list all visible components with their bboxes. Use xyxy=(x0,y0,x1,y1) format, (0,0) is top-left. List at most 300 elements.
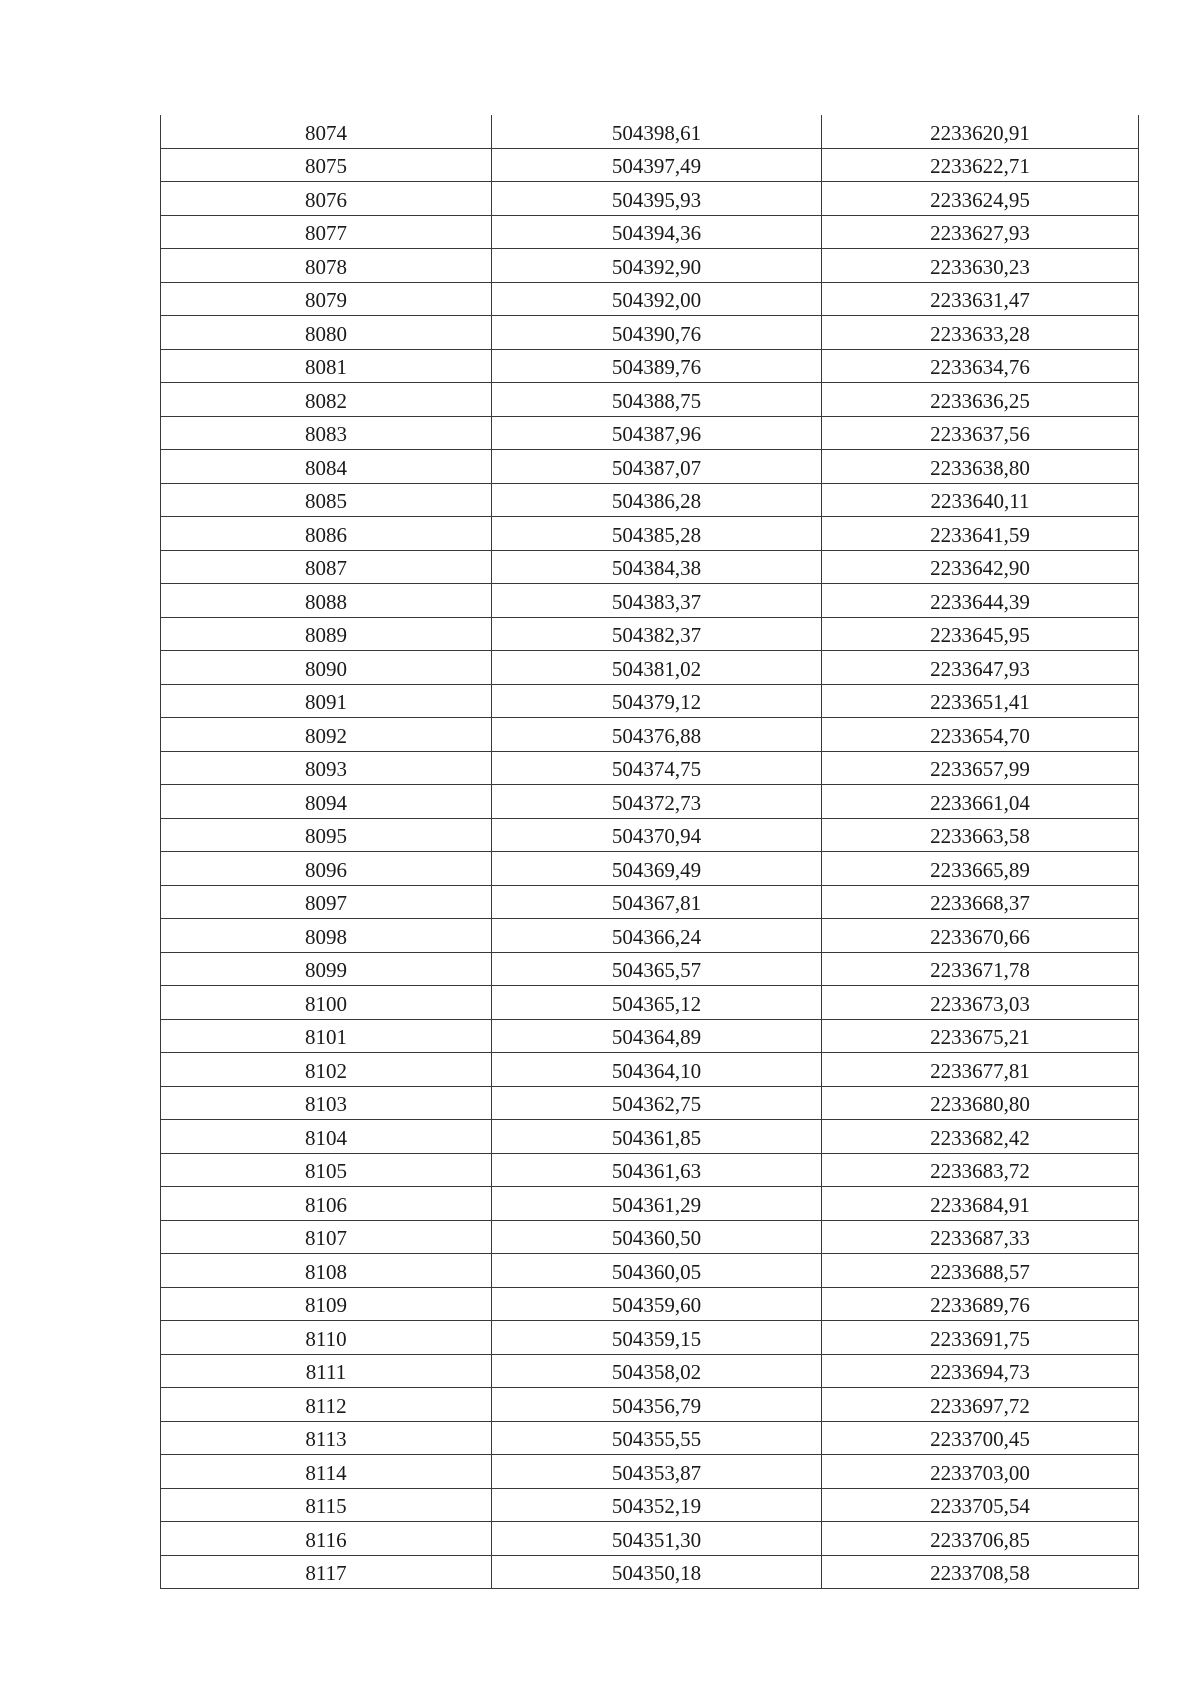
table-row xyxy=(161,684,1139,718)
table-row xyxy=(161,751,1139,785)
y-coordinate-cell xyxy=(822,1354,1139,1388)
x-coordinate-text: 504390,76 xyxy=(611,321,702,346)
x-coordinate-text: 504395,93 xyxy=(611,187,702,212)
table-row xyxy=(161,383,1139,417)
table-row xyxy=(161,718,1139,752)
y-coordinate-cell xyxy=(822,1053,1139,1087)
y-coordinate-cell xyxy=(822,1220,1139,1254)
point-number-text: 8078 xyxy=(305,254,347,279)
table-row xyxy=(161,1187,1139,1221)
x-coordinate-text: 504392,00 xyxy=(611,288,702,313)
table-row xyxy=(161,651,1139,685)
point-number-cell xyxy=(161,584,492,618)
table-row xyxy=(161,952,1139,986)
point-number-cell xyxy=(161,718,492,752)
x-coordinate-cell xyxy=(492,617,822,651)
y-coordinate-text: 2233675,21 xyxy=(930,1025,1030,1050)
point-number-text: 8094 xyxy=(305,790,347,815)
x-coordinate-text: 504388,75 xyxy=(611,388,702,413)
table-row xyxy=(161,785,1139,819)
x-coordinate-cell xyxy=(492,1522,822,1556)
x-coordinate-text: 504387,96 xyxy=(611,422,702,447)
point-number-cell xyxy=(161,1254,492,1288)
y-coordinate-cell xyxy=(822,1153,1139,1187)
point-number-text: 8112 xyxy=(305,1393,347,1418)
y-coordinate-cell xyxy=(822,684,1139,718)
point-number-cell xyxy=(161,550,492,584)
y-coordinate-text: 2233641,59 xyxy=(930,522,1030,547)
y-coordinate-text: 2233703,00 xyxy=(930,1460,1030,1485)
y-coordinate-cell xyxy=(822,718,1139,752)
y-coordinate-cell xyxy=(822,885,1139,919)
point-number-text: 8111 xyxy=(305,1360,347,1385)
y-coordinate-text: 2233645,95 xyxy=(930,623,1030,648)
point-number-text: 8100 xyxy=(305,991,347,1016)
y-coordinate-cell xyxy=(822,517,1139,551)
x-coordinate-text: 504369,49 xyxy=(611,857,702,882)
x-coordinate-cell xyxy=(492,182,822,216)
point-number-text: 8102 xyxy=(305,1058,347,1083)
x-coordinate-text: 504385,28 xyxy=(611,522,702,547)
x-coordinate-text: 504364,10 xyxy=(611,1058,702,1083)
x-coordinate-cell xyxy=(492,1287,822,1321)
point-number-cell xyxy=(161,818,492,852)
x-coordinate-text: 504359,15 xyxy=(611,1326,702,1351)
point-number-text: 8099 xyxy=(305,958,347,983)
x-coordinate-text: 504353,87 xyxy=(611,1460,702,1485)
y-coordinate-text: 2233627,93 xyxy=(930,221,1030,246)
table-row xyxy=(161,986,1139,1020)
table-row xyxy=(161,316,1139,350)
y-coordinate-cell xyxy=(822,182,1139,216)
y-coordinate-cell xyxy=(822,1321,1139,1355)
x-coordinate-cell xyxy=(492,1053,822,1087)
table-row xyxy=(161,885,1139,919)
point-number-cell xyxy=(161,1488,492,1522)
x-coordinate-cell xyxy=(492,483,822,517)
y-coordinate-cell xyxy=(822,1421,1139,1455)
point-number-cell xyxy=(161,785,492,819)
x-coordinate-text: 504389,76 xyxy=(611,355,702,380)
x-coordinate-text: 504394,36 xyxy=(611,221,702,246)
point-number-text: 8075 xyxy=(305,154,347,179)
x-coordinate-cell xyxy=(492,148,822,182)
point-number-cell xyxy=(161,1555,492,1589)
x-coordinate-cell xyxy=(492,450,822,484)
y-coordinate-cell xyxy=(822,215,1139,249)
x-coordinate-text: 504365,12 xyxy=(611,991,702,1016)
y-coordinate-text: 2233631,47 xyxy=(930,288,1030,313)
x-coordinate-cell xyxy=(492,952,822,986)
y-coordinate-text: 2233671,78 xyxy=(930,958,1030,983)
point-number-text: 8113 xyxy=(305,1427,347,1452)
y-coordinate-cell xyxy=(822,1187,1139,1221)
x-coordinate-text: 504361,85 xyxy=(611,1125,702,1150)
y-coordinate-text: 2233683,72 xyxy=(930,1159,1030,1184)
x-coordinate-cell xyxy=(492,383,822,417)
y-coordinate-cell xyxy=(822,349,1139,383)
point-number-cell xyxy=(161,115,492,148)
table-row xyxy=(161,919,1139,953)
x-coordinate-cell xyxy=(492,517,822,551)
y-coordinate-text: 2233688,57 xyxy=(930,1259,1030,1284)
x-coordinate-text: 504370,94 xyxy=(611,824,702,849)
x-coordinate-text: 504356,79 xyxy=(611,1393,702,1418)
table-row xyxy=(161,450,1139,484)
y-coordinate-text: 2233705,54 xyxy=(930,1494,1030,1519)
y-coordinate-text: 2233691,75 xyxy=(930,1326,1030,1351)
x-coordinate-cell xyxy=(492,282,822,316)
table-row xyxy=(161,1120,1139,1154)
point-number-text: 8115 xyxy=(305,1494,347,1519)
y-coordinate-cell xyxy=(822,785,1139,819)
point-number-text: 8097 xyxy=(305,891,347,916)
table-row xyxy=(161,1220,1139,1254)
y-coordinate-text: 2233689,76 xyxy=(930,1293,1030,1318)
y-coordinate-text: 2233661,04 xyxy=(930,790,1030,815)
point-number-cell xyxy=(161,919,492,953)
y-coordinate-text: 2233673,03 xyxy=(930,991,1030,1016)
point-number-cell xyxy=(161,986,492,1020)
point-number-cell xyxy=(161,215,492,249)
x-coordinate-cell xyxy=(492,1455,822,1489)
x-coordinate-cell xyxy=(492,584,822,618)
y-coordinate-text: 2233633,28 xyxy=(930,321,1030,346)
x-coordinate-cell xyxy=(492,1388,822,1422)
table-row xyxy=(161,1455,1139,1489)
x-coordinate-cell xyxy=(492,818,822,852)
x-coordinate-cell xyxy=(492,986,822,1020)
table-row xyxy=(161,148,1139,182)
point-number-text: 8091 xyxy=(305,690,347,715)
y-coordinate-cell xyxy=(822,1086,1139,1120)
point-number-text: 8095 xyxy=(305,824,347,849)
table-row xyxy=(161,1321,1139,1355)
point-number-cell xyxy=(161,1086,492,1120)
y-coordinate-cell xyxy=(822,249,1139,283)
point-number-cell xyxy=(161,684,492,718)
x-coordinate-cell xyxy=(492,651,822,685)
x-coordinate-cell xyxy=(492,1120,822,1154)
x-coordinate-cell xyxy=(492,1220,822,1254)
y-coordinate-cell xyxy=(822,751,1139,785)
y-coordinate-text: 2233640,11 xyxy=(930,489,1030,514)
y-coordinate-cell xyxy=(822,1120,1139,1154)
point-number-text: 8077 xyxy=(305,221,347,246)
y-coordinate-cell xyxy=(822,550,1139,584)
x-coordinate-text: 504360,05 xyxy=(611,1259,702,1284)
x-coordinate-cell xyxy=(492,1187,822,1221)
table-row xyxy=(161,852,1139,886)
y-coordinate-cell xyxy=(822,483,1139,517)
x-coordinate-cell xyxy=(492,215,822,249)
table-row xyxy=(161,115,1139,148)
point-number-text: 8088 xyxy=(305,589,347,614)
table-row xyxy=(161,1287,1139,1321)
y-coordinate-cell xyxy=(822,584,1139,618)
y-coordinate-text: 2233684,91 xyxy=(930,1192,1030,1217)
x-coordinate-text: 504365,57 xyxy=(611,958,702,983)
x-coordinate-text: 504372,73 xyxy=(611,790,702,815)
table-row xyxy=(161,1254,1139,1288)
table-row xyxy=(161,1019,1139,1053)
x-coordinate-cell xyxy=(492,1421,822,1455)
point-number-cell xyxy=(161,517,492,551)
x-coordinate-cell xyxy=(492,718,822,752)
point-number-cell xyxy=(161,1220,492,1254)
y-coordinate-cell xyxy=(822,986,1139,1020)
y-coordinate-cell xyxy=(822,1455,1139,1489)
x-coordinate-cell xyxy=(492,1354,822,1388)
x-coordinate-text: 504398,61 xyxy=(611,120,702,145)
x-coordinate-cell xyxy=(492,1086,822,1120)
x-coordinate-text: 504364,89 xyxy=(611,1025,702,1050)
point-number-text: 8074 xyxy=(305,120,347,145)
y-coordinate-text: 2233677,81 xyxy=(930,1058,1030,1083)
x-coordinate-cell xyxy=(492,349,822,383)
y-coordinate-text: 2233682,42 xyxy=(930,1125,1030,1150)
table-row xyxy=(161,1488,1139,1522)
x-coordinate-cell xyxy=(492,1153,822,1187)
point-number-cell xyxy=(161,1388,492,1422)
y-coordinate-cell xyxy=(822,148,1139,182)
x-coordinate-text: 504397,49 xyxy=(611,154,702,179)
y-coordinate-text: 2233642,90 xyxy=(930,556,1030,581)
point-number-cell xyxy=(161,182,492,216)
point-number-cell xyxy=(161,383,492,417)
point-number-text: 8087 xyxy=(305,556,347,581)
y-coordinate-cell xyxy=(822,383,1139,417)
point-number-cell xyxy=(161,249,492,283)
point-number-cell xyxy=(161,1522,492,1556)
y-coordinate-cell xyxy=(822,1488,1139,1522)
y-coordinate-text: 2233634,76 xyxy=(930,355,1030,380)
point-number-text: 8104 xyxy=(305,1125,347,1150)
y-coordinate-cell xyxy=(822,316,1139,350)
x-coordinate-cell xyxy=(492,1555,822,1589)
x-coordinate-text: 504382,37 xyxy=(611,623,702,648)
x-coordinate-text: 504359,60 xyxy=(611,1293,702,1318)
point-number-cell xyxy=(161,450,492,484)
table-row xyxy=(161,517,1139,551)
y-coordinate-cell xyxy=(822,1254,1139,1288)
y-coordinate-cell xyxy=(822,450,1139,484)
x-coordinate-cell xyxy=(492,1254,822,1288)
y-coordinate-text: 2233706,85 xyxy=(930,1527,1030,1552)
x-coordinate-text: 504384,38 xyxy=(611,556,702,581)
y-coordinate-cell xyxy=(822,919,1139,953)
table-row xyxy=(161,617,1139,651)
point-number-text: 8106 xyxy=(305,1192,347,1217)
point-number-text: 8089 xyxy=(305,623,347,648)
table-row xyxy=(161,1388,1139,1422)
y-coordinate-text: 2233638,80 xyxy=(930,455,1030,480)
point-number-text: 8107 xyxy=(305,1226,347,1251)
x-coordinate-cell xyxy=(492,684,822,718)
y-coordinate-cell xyxy=(822,1522,1139,1556)
y-coordinate-cell xyxy=(822,952,1139,986)
y-coordinate-text: 2233657,99 xyxy=(930,757,1030,782)
point-number-cell xyxy=(161,1120,492,1154)
table-row xyxy=(161,215,1139,249)
point-number-cell xyxy=(161,852,492,886)
y-coordinate-cell xyxy=(822,1388,1139,1422)
y-coordinate-cell xyxy=(822,1555,1139,1589)
point-number-text: 8096 xyxy=(305,857,347,882)
y-coordinate-text: 2233680,80 xyxy=(930,1092,1030,1117)
point-number-text: 8079 xyxy=(305,288,347,313)
x-coordinate-text: 504383,37 xyxy=(611,589,702,614)
x-coordinate-text: 504366,24 xyxy=(611,924,702,949)
table-row xyxy=(161,282,1139,316)
y-coordinate-text: 2233637,56 xyxy=(930,422,1030,447)
x-coordinate-text: 504360,50 xyxy=(611,1226,702,1251)
x-coordinate-cell xyxy=(492,1019,822,1053)
x-coordinate-cell xyxy=(492,316,822,350)
point-number-text: 8116 xyxy=(305,1527,347,1552)
table-row xyxy=(161,584,1139,618)
y-coordinate-cell xyxy=(822,1287,1139,1321)
point-number-cell xyxy=(161,349,492,383)
point-number-text: 8086 xyxy=(305,522,347,547)
x-coordinate-text: 504392,90 xyxy=(611,254,702,279)
point-number-text: 8081 xyxy=(305,355,347,380)
x-coordinate-text: 504358,02 xyxy=(611,1360,702,1385)
y-coordinate-text: 2233708,58 xyxy=(930,1561,1030,1586)
point-number-cell xyxy=(161,148,492,182)
point-number-text: 8092 xyxy=(305,723,347,748)
y-coordinate-cell xyxy=(822,818,1139,852)
point-number-text: 8084 xyxy=(305,455,347,480)
coordinates-table-body xyxy=(161,115,1139,1589)
table-row xyxy=(161,1086,1139,1120)
x-coordinate-text: 504376,88 xyxy=(611,723,702,748)
table-row xyxy=(161,182,1139,216)
coordinates-table xyxy=(160,115,1139,1589)
y-coordinate-text: 2233624,95 xyxy=(930,187,1030,212)
x-coordinate-text: 504352,19 xyxy=(611,1494,702,1519)
x-coordinate-text: 504351,30 xyxy=(611,1527,702,1552)
x-coordinate-text: 504386,28 xyxy=(611,489,702,514)
x-coordinate-cell xyxy=(492,115,822,148)
x-coordinate-cell xyxy=(492,550,822,584)
x-coordinate-text: 504374,75 xyxy=(611,757,702,782)
point-number-cell xyxy=(161,1287,492,1321)
point-number-cell xyxy=(161,1421,492,1455)
y-coordinate-text: 2233665,89 xyxy=(930,857,1030,882)
x-coordinate-text: 504355,55 xyxy=(611,1427,702,1452)
point-number-cell xyxy=(161,1187,492,1221)
point-number-text: 8114 xyxy=(305,1460,347,1485)
table-row xyxy=(161,1153,1139,1187)
y-coordinate-text: 2233697,72 xyxy=(930,1393,1030,1418)
x-coordinate-cell xyxy=(492,785,822,819)
y-coordinate-text: 2233651,41 xyxy=(930,690,1030,715)
point-number-cell xyxy=(161,1153,492,1187)
y-coordinate-text: 2233636,25 xyxy=(930,388,1030,413)
x-coordinate-text: 504362,75 xyxy=(611,1092,702,1117)
table-row xyxy=(161,483,1139,517)
point-number-cell xyxy=(161,316,492,350)
y-coordinate-cell xyxy=(822,617,1139,651)
y-coordinate-cell xyxy=(822,651,1139,685)
point-number-text: 8108 xyxy=(305,1259,347,1284)
y-coordinate-cell xyxy=(822,282,1139,316)
point-number-text: 8103 xyxy=(305,1092,347,1117)
table-row xyxy=(161,1421,1139,1455)
point-number-text: 8117 xyxy=(305,1561,347,1586)
x-coordinate-cell xyxy=(492,751,822,785)
point-number-cell xyxy=(161,751,492,785)
x-coordinate-cell xyxy=(492,416,822,450)
point-number-text: 8109 xyxy=(305,1293,347,1318)
y-coordinate-cell xyxy=(822,1019,1139,1053)
x-coordinate-text: 504381,02 xyxy=(611,656,702,681)
x-coordinate-text: 504350,18 xyxy=(611,1561,702,1586)
point-number-cell xyxy=(161,1053,492,1087)
x-coordinate-cell xyxy=(492,1488,822,1522)
x-coordinate-cell xyxy=(492,919,822,953)
y-coordinate-text: 2233687,33 xyxy=(930,1226,1030,1251)
y-coordinate-cell xyxy=(822,115,1139,148)
table-row xyxy=(161,249,1139,283)
y-coordinate-text: 2233668,37 xyxy=(930,891,1030,916)
y-coordinate-text: 2233654,70 xyxy=(930,723,1030,748)
y-coordinate-text: 2233700,45 xyxy=(930,1427,1030,1452)
y-coordinate-cell xyxy=(822,416,1139,450)
y-coordinate-cell xyxy=(822,852,1139,886)
table-row xyxy=(161,1522,1139,1556)
y-coordinate-text: 2233647,93 xyxy=(930,656,1030,681)
point-number-text: 8090 xyxy=(305,656,347,681)
point-number-cell xyxy=(161,651,492,685)
point-number-cell xyxy=(161,952,492,986)
point-number-cell xyxy=(161,483,492,517)
table-row xyxy=(161,818,1139,852)
point-number-text: 8101 xyxy=(305,1025,347,1050)
point-number-cell xyxy=(161,1455,492,1489)
y-coordinate-text: 2233663,58 xyxy=(930,824,1030,849)
x-coordinate-cell xyxy=(492,885,822,919)
point-number-cell xyxy=(161,1354,492,1388)
point-number-text: 8110 xyxy=(305,1326,347,1351)
x-coordinate-text: 504367,81 xyxy=(611,891,702,916)
y-coordinate-text: 2233622,71 xyxy=(930,154,1030,179)
x-coordinate-text: 504379,12 xyxy=(611,690,702,715)
x-coordinate-text: 504387,07 xyxy=(611,455,702,480)
x-coordinate-cell xyxy=(492,249,822,283)
y-coordinate-text: 2233670,66 xyxy=(930,924,1030,949)
table-row xyxy=(161,550,1139,584)
table-row xyxy=(161,349,1139,383)
point-number-text: 8080 xyxy=(305,321,347,346)
point-number-cell xyxy=(161,282,492,316)
table-row xyxy=(161,416,1139,450)
point-number-text: 8105 xyxy=(305,1159,347,1184)
table-row xyxy=(161,1555,1139,1589)
point-number-cell xyxy=(161,1321,492,1355)
x-coordinate-text: 504361,63 xyxy=(611,1159,702,1184)
point-number-cell xyxy=(161,617,492,651)
x-coordinate-text: 504361,29 xyxy=(611,1192,702,1217)
point-number-cell xyxy=(161,885,492,919)
x-coordinate-cell xyxy=(492,1321,822,1355)
x-coordinate-cell xyxy=(492,852,822,886)
point-number-cell xyxy=(161,416,492,450)
table-row xyxy=(161,1354,1139,1388)
point-number-text: 8093 xyxy=(305,757,347,782)
point-number-text: 8082 xyxy=(305,388,347,413)
